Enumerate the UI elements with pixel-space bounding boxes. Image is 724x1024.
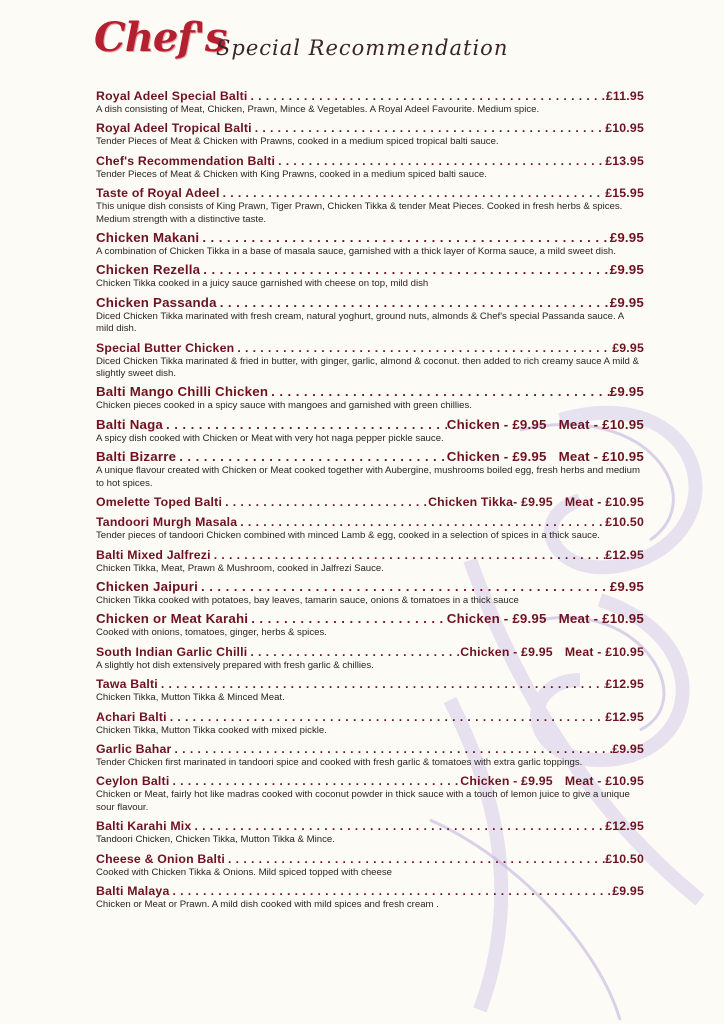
menu-item-line (96, 611, 644, 627)
dish-description: A spicy dish cooked with Chicken or Meat with very hot naga pepper pickle sauce. (96, 432, 444, 444)
menu-item-line (96, 262, 644, 278)
dish-name: Balti Karahi Mix (96, 819, 192, 834)
dish-description: A unique flavour created with Chicken or Meat cooked together with Aubergine, mushrooms boiled egg, fresh herbs and medium to hot spices. (96, 465, 640, 489)
dish-price: £9.95 (609, 230, 644, 246)
menu-item (96, 262, 644, 290)
dish-description: Cooked with onions, tomatoes, ginger, herbs & spices. (96, 627, 327, 639)
menu-item (96, 547, 644, 575)
dish-name: Balti Malaya (96, 883, 170, 898)
dish-description: A dish consisting of Meat, Chicken, Prawn, Mince & Vegetables. A Royal Adeel Favourite. Medium spice. (96, 104, 540, 115)
menu-item-line (96, 709, 644, 725)
menu-list (96, 88, 644, 915)
dish-price: Chicken - £9.95 (460, 774, 553, 789)
dot-leader (169, 773, 460, 789)
dot-leader (275, 153, 605, 169)
dish-price: Meat - £10.95 (558, 416, 644, 432)
dish-price: Meat - £10.95 (564, 644, 644, 659)
dot-leader (158, 676, 605, 692)
dot-leader (163, 417, 447, 433)
dish-name: Chicken or Meat Karahi (96, 611, 249, 627)
menu-item (96, 579, 644, 607)
dish-name: Tandoori Murgh Masala (96, 515, 238, 530)
menu-item-line (96, 230, 644, 246)
dish-name: Royal Adeel Special Balti (96, 89, 248, 103)
menu-item (96, 384, 644, 412)
dish-description: Tender Chicken first marinated in tandoori spice and cooked with fresh garlic & tomatoes with extra garlic toppings. (96, 756, 583, 768)
dish-price: £9.95 (609, 384, 644, 400)
menu-item (96, 709, 644, 737)
dish-price: £10.50 (605, 515, 644, 530)
dish-name: Taste of Royal Adeel (96, 186, 220, 201)
dish-name: Royal Adeel Tropical Balti (96, 121, 252, 136)
dish-name: Chicken Rezella (96, 262, 201, 278)
dish-price: £10.95 (605, 121, 644, 136)
dish-price: £9.95 (609, 294, 644, 310)
dish-name: Chicken Jaipuri (96, 578, 199, 594)
menu-item (96, 185, 644, 226)
dish-price: £9.95 (612, 883, 644, 898)
dot-leader (199, 230, 609, 246)
menu-item (96, 818, 644, 846)
dish-price: £12.95 (605, 709, 644, 724)
menu-item-line (96, 185, 644, 201)
dish-price: £9.95 (609, 262, 644, 278)
menu-item (96, 851, 644, 879)
menu-item (96, 295, 644, 336)
dot-leader (247, 644, 460, 660)
menu-item (96, 340, 644, 381)
dish-price: £11.95 (605, 89, 644, 103)
dot-leader (222, 494, 428, 510)
menu-item-line (96, 494, 644, 510)
dish-description: Diced Chicken Tikka marinated & fried in butter, with ginger, garlic, almond & coconut. then added to rich creamy sauce A mild & slightly sweet dish. (96, 355, 639, 380)
dish-description: This unique dish consists of King Prawn, Tiger Prawn, Chicken Tikka & tender Meat Pieces. Cooked in fresh herbs & spices. Medium strength with a distinctive taste. (96, 201, 623, 225)
dish-price: Chicken Tikka- £9.95 (428, 495, 553, 510)
special-recommendation-title: Special Recommendation (216, 36, 509, 60)
menu-item-line (96, 295, 644, 311)
menu-item (96, 883, 644, 911)
dish-name: Chef's Recommendation Balti (96, 153, 276, 168)
dot-leader (247, 88, 605, 104)
dot-leader (248, 611, 447, 627)
dish-name: Special Butter Chicken (96, 340, 235, 355)
dish-description: Chicken pieces cooked in a spicy sauce with mangoes and garnished with green chillies. (96, 400, 472, 412)
menu-item-line (96, 417, 644, 433)
dish-name: Balti Bizarre (96, 449, 177, 465)
dish-price: £10.50 (605, 851, 644, 866)
dot-leader (169, 883, 612, 899)
dish-description: Chicken Tikka, Meat, Prawn & Mushroom, cooked in Jalfrezi Sauce. (96, 562, 384, 574)
dot-leader (252, 120, 605, 136)
menu-item-line (96, 449, 644, 465)
dish-description: A combination of Chicken Tikka in a base of masala sauce, garnished with a thick layer of Korma sauce, a mild sweet dish. (96, 246, 616, 258)
dot-leader (198, 579, 610, 595)
dot-leader (211, 547, 605, 563)
dish-description: Tender Pieces of Meat & Chicken with King Prawns, cooked in a medium spiced balti sauce. (96, 168, 487, 180)
menu-item-line (96, 384, 644, 400)
menu-item (96, 153, 644, 181)
menu-item-line (96, 514, 644, 530)
dish-price: £12.95 (605, 677, 644, 692)
menu-item-line (96, 340, 644, 356)
dish-name: Balti Naga (96, 416, 164, 432)
dish-description: Diced Chicken Tikka marinated with fresh cream, natural yoghurt, ground nuts, almonds & Chef's special Passanda sauce. A mild dish. (96, 310, 624, 335)
dish-name: Ceylon Balti (96, 774, 170, 789)
dish-name: Tawa Balti (96, 677, 158, 692)
dot-leader (220, 185, 606, 201)
dot-leader (176, 449, 447, 465)
dot-leader (172, 741, 613, 757)
dish-name: Balti Mango Chilli Chicken (96, 384, 269, 400)
dish-description: Chicken or Meat or Prawn. A mild dish cooked with mild spices and fresh cream . (96, 898, 439, 910)
menu-item (96, 494, 644, 510)
dish-name: Garlic Bahar (96, 741, 172, 756)
menu-item (96, 88, 644, 116)
dish-name: Achari Balti (96, 709, 167, 724)
dot-leader (225, 851, 605, 867)
menu-item (96, 741, 644, 769)
menu-item-line (96, 88, 644, 104)
dot-leader (191, 818, 605, 834)
dish-description: Chicken or Meat, fairly hot like madras cooked with coconut powder in thick sauce with a touch of lemon juice to give a unique sour flavour. (96, 789, 630, 813)
dish-price: £12.95 (605, 819, 644, 834)
dish-description: Tandoori Chicken, Chicken Tikka, Mutton Tikka & Mince. (96, 834, 335, 846)
dish-description: Tender Pieces of Meat & Chicken with Prawns, cooked in a medium spiced tropical balti sauce. (96, 136, 499, 148)
menu-item-line (96, 883, 644, 899)
dish-price: £12.95 (605, 547, 644, 562)
dish-name: Balti Mixed Jalfrezi (96, 547, 211, 562)
dish-price: £13.95 (605, 153, 644, 168)
dish-price: £9.95 (609, 578, 644, 594)
dish-description: Tender pieces of tandoori Chicken combined with minced Lamb & egg, cooked in a selection of spices in a thick sauce. (96, 530, 600, 542)
menu-item-line (96, 818, 644, 834)
dish-name: Chicken Passanda (96, 294, 217, 310)
dish-price: Meat - £10.95 (564, 774, 644, 789)
dish-description: Chicken Tikka, Mutton Tikka cooked with mixed pickle. (96, 724, 327, 736)
dot-leader (217, 295, 610, 311)
menu-item-line (96, 773, 644, 789)
menu-item (96, 611, 644, 639)
dot-leader (200, 262, 609, 278)
menu-item (96, 230, 644, 258)
dish-name: Chicken Makani (96, 230, 200, 246)
dish-description: Chicken Tikka cooked in a juicy sauce garnished with cheese on top, mild dish (96, 278, 429, 290)
menu-item-line (96, 153, 644, 169)
menu-item-line (96, 676, 644, 692)
menu-item (96, 417, 644, 445)
dish-name: Omelette Toped Balti (96, 495, 223, 510)
dish-description: Chicken Tikka, Mutton Tikka & Minced Meat. (96, 692, 285, 704)
menu-item-line (96, 579, 644, 595)
dot-leader (167, 709, 605, 725)
chefs-script-title: Chef's (94, 14, 227, 61)
menu-item (96, 514, 644, 542)
dish-description: A slightly hot dish extensively prepared with fresh garlic & chillies. (96, 659, 374, 671)
menu-item-line (96, 644, 644, 660)
dish-price: Chicken - £9.95 (446, 416, 547, 432)
menu-item (96, 449, 644, 490)
dish-name: South Indian Garlic Chilli (96, 644, 248, 659)
dish-price: £15.95 (605, 186, 644, 201)
dot-leader (268, 384, 610, 400)
dish-price: Chicken - £9.95 (446, 611, 547, 627)
menu-item (96, 676, 644, 704)
dot-leader (237, 514, 605, 530)
dish-price: Chicken - £9.95 (446, 449, 547, 465)
menu-item (96, 120, 644, 148)
dish-price: Meat - £10.95 (558, 449, 644, 465)
dish-price: Meat - £10.95 (564, 495, 644, 510)
menu-item (96, 773, 644, 814)
menu-item-line (96, 547, 644, 563)
dish-price: Meat - £10.95 (558, 611, 644, 627)
dish-name: Cheese & Onion Balti (96, 851, 226, 866)
menu-item-line (96, 741, 644, 757)
dot-leader (234, 340, 612, 356)
menu-item (96, 644, 644, 672)
dish-price: £9.95 (612, 340, 644, 355)
dish-price: £9.95 (612, 741, 644, 756)
menu-item-line (96, 851, 644, 867)
dish-price: Chicken - £9.95 (460, 644, 553, 659)
dish-description: Cooked with Chicken Tikka & Onions. Mild spiced topped with cheese (96, 866, 392, 878)
dish-description: Chicken Tikka cooked with potatoes, bay leaves, tamarin sauce, onions & tomatoes in a thick sauce (96, 594, 519, 606)
menu-header (90, 14, 690, 74)
menu-item-line (96, 120, 644, 136)
